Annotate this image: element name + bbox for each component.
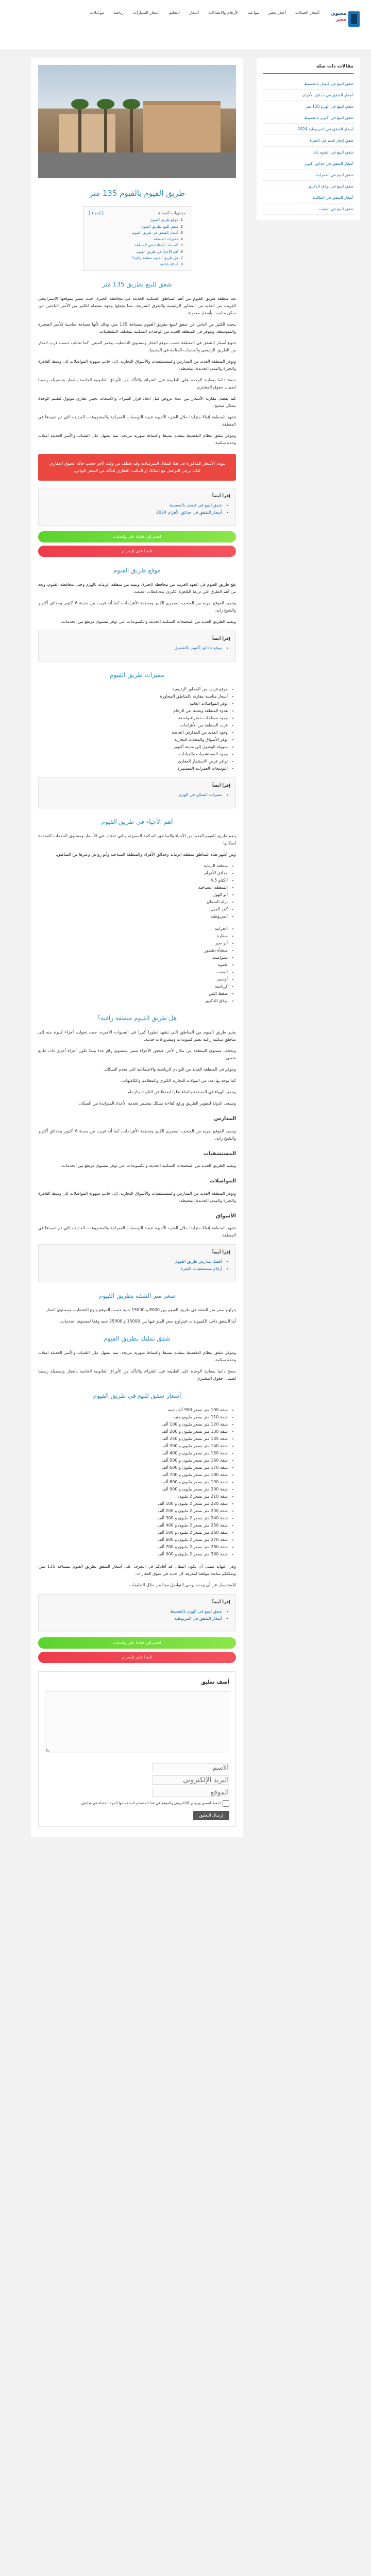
district-item: • أبو صير [38, 940, 228, 947]
paragraph: وتتوفر شقق بنظام التقسيط بمقدم بسيط وأقساط شهرية مريحة، مما يسهل على الشباب والأسر الحديثة امتلاك وحدة سكنية. [38, 433, 236, 446]
toc-item-link[interactable]: مميزات المنطقة [154, 237, 178, 241]
district-item: • المنيب [38, 969, 228, 976]
nav-item[interactable]: أخبار مصر [268, 10, 286, 15]
price-list [38, 1406, 236, 1558]
main-nav [31, 9, 319, 16]
nav-item[interactable]: مواعيد [247, 10, 259, 15]
district-item: • نزلة السمان [38, 899, 228, 906]
price-item: • شقة 170 متر بسعر مليون و 600 ألف [38, 1464, 228, 1471]
feature-item: • هدوء المنطقة وبعدها عن الزحام [38, 707, 228, 715]
sidebar-item-link[interactable]: شقق للبيع في الهرم 120 متر [306, 104, 353, 109]
sub-title: المواصلات [210, 1178, 236, 1184]
paragraph: يبحث الكثير من الناس عن شقق للبيع بطريق الفيوم بمساحة 135 متر، وذلك لأنها مساحة مناسبة للأسر الصغيرة والمتوسطة، وتتوفر في المنطقة العديد من الوحدات السكنية بمختلف التشطيبات. [38, 322, 236, 334]
sidebar-item-link[interactable]: شقق للبيع في بولاق الدكرور [308, 183, 353, 189]
paragraph: وتوفر المنطقة العديد من المدارس والمستشفيات والأسواق التجارية، إلى جانب سهولة المواصلات إلى وسط القاهرة والجيزة والمدن الجديدة المحيطة. [38, 359, 236, 371]
related-item-link[interactable]: أسعار الشقق في حدائق الأهرام 2024 [156, 510, 222, 515]
feature-item: • وجود العديد من المدارس الخاصة [38, 729, 228, 736]
feature-item: • وجود مساحات خضراء واسعة [38, 715, 228, 722]
nav-item[interactable]: التعليم [168, 10, 180, 15]
comment-title: أضف تعليق [200, 1680, 229, 1686]
site-header [0, 0, 371, 50]
nav-item[interactable]: رياضة [113, 10, 124, 15]
toc-item-link[interactable]: أسعار الشقق في طريق الفيوم [132, 230, 178, 235]
toc-item[interactable] [89, 217, 178, 223]
price-item: • شقة 240 متر بسعر 2 مليون و 300 ألف [38, 1515, 228, 1522]
paragraph: وتتوفر في المنطقة العديد من النوادي الرياضية والاجتماعية التي تخدم السكان. [103, 1067, 236, 1072]
section-title: أهم الأحياء في طريق الفيوم [101, 818, 173, 826]
nav-item[interactable]: أسعار [189, 10, 199, 15]
districts-list [38, 925, 236, 1005]
feature-item: • سهولة الوصول إلى مدينة أكتوبر [38, 743, 228, 751]
toc-item-link[interactable]: الخدمات المتاحة في المنطقة [134, 243, 178, 248]
sidebar-item[interactable] [263, 101, 353, 112]
paragraph: تعد منطقة طريق الفيوم من أهم المناطق السكنية الحديثة في محافظة الجيزة، حيث تتميز بموقعها الاستراتيجي القريب من العديد من المحاور الرئيسية والطرق السريعة، مما يجعلها وجهة مفضلة للكثير من الأسر الباحثين عن سكن مناسب بأسعار معقولة. [38, 296, 236, 316]
paragraph: ننصح دائما بمعاينة الوحدة على الطبيعة قبل الشراء، والتأكد من الأوراق القانونية الخاصة بالعقار وتسجيله رسميا لضمان حقوق المشتري. [38, 378, 236, 390]
price-item: • شقة 260 متر بسعر 2 مليون و 500 ألف [38, 1529, 228, 1536]
related-item-link[interactable]: مميزات السكن في الهرم [179, 792, 222, 798]
feature-item: • توفر المواصلات العامة [38, 700, 228, 707]
price-item: • شقة 270 متر بسعر 2 مليون و 600 ألف [38, 1536, 228, 1544]
related-box: إقرأ أيضاً • أفضل مدارس طريق الفيوم • أرقام مستشفيات الجيزة [38, 1244, 236, 1282]
related-item-link[interactable]: أسعار الشقق في المريوطية [174, 1616, 222, 1621]
paragraph: تشهد المنطقة إقبالا متزايدا خلال الفترة الأخيرة نتيجة التوسعات العمرانية والمشروعات الجديدة التي تم تنفيذها في المنطقة. [38, 415, 236, 427]
logo-icon [348, 11, 360, 27]
comment-textarea[interactable] [45, 1691, 229, 1753]
price-item: • شقة 300 متر بسعر 2 مليون و 900 ألف [38, 1551, 228, 1558]
price-item: • شقة 250 متر بسعر 2 مليون و 400 ألف [38, 1522, 228, 1529]
related-item[interactable] [44, 1265, 222, 1273]
paragraph: تتنوع أسعار الشقق في المنطقة حسب موقع العقار ومستوى التشطيب وعمر المبنى، كما تختلف حسب قرب العقار من الطريق الرئيسي والخدمات المتاحة في المحيط. [38, 341, 236, 353]
district-item: • منطقة الرماية [38, 862, 228, 870]
related-item-link[interactable]: شقق للبيع في الهرم بالتقسيط [170, 1609, 222, 1614]
feature-item: • توافر فرص الاستثمار العقاري [38, 758, 228, 765]
related-item-link[interactable]: موقع حدائق أكتوبر بالتفصيل [174, 646, 222, 651]
district-item: • الحرانية [38, 925, 228, 933]
price-item: • شقة 135 متر بسعر مليون و 250 ألف [38, 1435, 228, 1443]
paragraph: كما يوجد بها عدد من المولات التجارية الكبرى والمطاعم والكافيهات. [121, 1078, 236, 1083]
feature-item: • قرب المنطقة من الأهرامات [38, 722, 228, 729]
sub-title: الأسواق [215, 1213, 236, 1219]
related-box: إقرأ أيضاً • شقق للبيع في الهرم بالتقسيط • أسعار الشقق في المريوطية [38, 1594, 236, 1632]
sidebar-item[interactable] [263, 147, 353, 158]
whatsapp-button[interactable]: انضم إلى قناتنا على واتساب [38, 531, 236, 543]
sidebar-item[interactable] [263, 135, 353, 146]
related-box: إقرأ أيضاً • موقع حدائق أكتوبر بالتفصيل [38, 631, 236, 662]
paragraph: يقع طريق الفيوم في الجهة الغربية من محافظة الجيزة، ويمتد من منطقة الرماية بالهرم وحتى محافظة الفيوم، ويعد من أهم الطرق التي تربط القاهرة الكبرى بمحافظات الصعيد. [38, 582, 236, 595]
section-title: موقع طريق الفيوم [113, 567, 161, 574]
toc-item[interactable] [89, 261, 178, 267]
related-label: إقرأ أيضاً [212, 494, 230, 499]
sidebar [257, 58, 360, 220]
price-item: • شقة 160 متر بسعر مليون و 500 ألف [38, 1457, 228, 1464]
sidebar-item[interactable] [263, 112, 353, 124]
feature-item: • موقع قريب من المحاور الرئيسية [38, 686, 228, 693]
feature-item: • التوسعات العمرانية المستمرة [38, 765, 228, 772]
district-item: • الكيلو 4.5 [38, 877, 228, 884]
sub-title: المدارس [214, 1116, 236, 1122]
whatsapp-button[interactable]: انضم إلى قناتنا على واتساب [38, 1637, 236, 1649]
paragraph: وتسعى الدولة لتطوير الطريق ورفع كفاءته بشكل مستمر لخدمة الأعداد المتزايدة من السكان. [77, 1101, 236, 1106]
table-of-contents [83, 206, 191, 271]
price-item: • شقة 150 متر بسعر مليون و 400 ألف [38, 1450, 228, 1457]
price-item: • شقة 100 متر بسعر 950 ألف جنيه [38, 1406, 228, 1414]
feature-item: • توفر الأسواق والمحلات التجارية [38, 736, 228, 743]
paragraph: ويتميز الموقع بقربه من المتحف المصري الكبير ومنطقة الأهرامات، كما أنه قريب من مدينة 6 أكتوبر وحدائق أكتوبر والشيخ زايد. [38, 601, 237, 613]
toc-item-link[interactable]: موقع طريق الفيوم [150, 218, 178, 223]
districts-list [38, 862, 236, 920]
paragraph: ومن أشهر هذه المناطق منطقة الرماية وحدائق الأهرام والمنطقة السياحية وأبو رواش وغيرها من المناطق. [56, 852, 236, 857]
submit-comment-button[interactable]: إرسال التعليق [193, 1811, 229, 1820]
nav-item[interactable]: الأرقام والاتصالات [208, 10, 239, 15]
related-item[interactable] [44, 1258, 222, 1265]
price-item: • شقة 120 متر بسعر مليون و 100 ألف [38, 1421, 228, 1428]
website-field[interactable] [152, 1788, 229, 1797]
price-item: • شقة 190 متر بسعر مليون و 800 ألف [38, 1479, 228, 1486]
price-item: • شقة 200 متر بسعر مليون و 900 ألف [38, 1486, 228, 1493]
related-item-link[interactable]: شقق للبيع في فيصل بالتقسيط [169, 503, 222, 508]
related-item[interactable] [44, 502, 222, 509]
price-item: • شقة 130 متر بسعر مليون و 200 ألف [38, 1428, 228, 1435]
sidebar-item[interactable] [263, 90, 353, 101]
paragraph: ويضم الطريق العديد من المجمعات السكنية الحديثة والكمبوندات التي توفر مستوى مرتفع من الخدمات. [61, 619, 236, 624]
sidebar-item-link[interactable]: شقق للبيع في أكتوبر بالتقسيط [304, 115, 353, 121]
district-item: • أبو الهول [38, 891, 228, 899]
toc-item[interactable] [89, 236, 178, 242]
district-item: • كفر الجبل [38, 906, 228, 913]
paragraph: للاستفسار عن أي وحدة يرجى التواصل معنا من خلال التعليقات. [128, 1583, 236, 1588]
telegram-button[interactable]: تابعنا على تليجرام [38, 546, 236, 557]
section-title: مميزات طريق الفيوم [110, 671, 164, 679]
paragraph: ويختلف مستوى المنطقة من مكان لآخر، فبعض الأجزاء تتميز بمستوى راق جدا بينما تكون أجزاء أخرى ذات طابع شعبي. [38, 1048, 236, 1061]
article-title: طريق الفيوم بالفيوم 135 متر [89, 189, 185, 198]
related-item[interactable] [44, 509, 222, 516]
related-item-link[interactable]: أفضل مدارس طريق الفيوم [175, 1259, 222, 1264]
section-title: أسعار شقق للبيع في طريق الفيوم [93, 1392, 181, 1400]
sidebar-item-link[interactable]: أسعار الشقق في المريوطية 2024 [297, 127, 353, 132]
nav-item[interactable]: أسعار العملات [295, 10, 319, 15]
sidebar-item-link[interactable]: شقق للبيع في فيصل بالتقسيط [304, 81, 353, 86]
sidebar-item-link[interactable]: أسعار الشقق في الطالبية [312, 195, 353, 200]
toc-item-link[interactable]: أسئلة شائعة [160, 262, 178, 266]
toc-item[interactable] [89, 242, 178, 248]
sub-title: المستشفيات [203, 1150, 236, 1157]
price-item: • شقة 220 متر بسعر 2 مليون و 100 ألف [38, 1500, 228, 1507]
district-item: • بولاق الدكرور [38, 997, 228, 1005]
district-item: • منشأة دهشور [38, 947, 228, 954]
sidebar-item[interactable] [263, 170, 353, 181]
features-list [38, 686, 236, 772]
price-item: • شقة 230 متر بسعر 2 مليون و 200 ألف [38, 1507, 228, 1515]
district-item: • المنطقة السياحية [38, 884, 228, 891]
nav-item[interactable]: موبايلات [90, 10, 105, 15]
toc-item[interactable] [89, 255, 178, 261]
telegram-button[interactable]: تابعنا على تليجرام [38, 1652, 236, 1663]
toc-list [89, 217, 185, 267]
sidebar-item[interactable] [263, 124, 353, 135]
paragraph: يتراوح سعر متر الشقة في طريق الفيوم بين 8000 و 15000 جنيه حسب الموقع ونوع التشطيب ومستوى العقار. [44, 1308, 236, 1313]
related-item[interactable] [44, 645, 222, 652]
related-box: إقرأ أيضاً • مميزات السكن في الهرم [38, 777, 236, 808]
paragraph: أما الشقق داخل الكمبوندات فيتراوح سعر المتر فيها بين 15000 و 25000 جنيه وفقا لمستوى الخدمات. [59, 1319, 236, 1324]
comment-form [38, 1671, 236, 1827]
logo-line1: محتوى [331, 11, 346, 16]
toc-toggle-button[interactable]: [ إخفاء ] [89, 211, 104, 216]
toc-title: محتويات المقالة [158, 211, 185, 216]
sidebar-item-link[interactable]: شقق إيجار قديم في الجيزة [310, 138, 353, 143]
logo-line2: مصر [335, 16, 346, 22]
district-item: • أوسيم [38, 976, 228, 983]
sidebar-item-link[interactable]: شقق للبيع في الشيخ زايد [313, 149, 353, 155]
related-item-link[interactable]: أرقام مستشفيات الجيزة [180, 1266, 222, 1272]
sidebar-item-link[interactable]: شقق للبيع في المنيب [318, 207, 353, 212]
price-item: • شقة 110 متر بسعر مليون جنيه [38, 1414, 228, 1421]
related-item[interactable] [44, 791, 222, 799]
article-hero-image [38, 65, 236, 178]
price-item: • شقة 280 متر بسعر 2 مليون و 700 ألف [38, 1544, 228, 1551]
toc-item-link[interactable]: شقق للبيع بطريق الفيوم [141, 224, 178, 229]
related-item[interactable] [44, 1615, 222, 1622]
sidebar-item[interactable] [263, 181, 353, 192]
toc-item[interactable] [89, 230, 178, 236]
price-disclaimer: تنويه: الأسعار المذكورة في هذا المقال استرشادية وقد تختلف من وقت لآخر حسب حالة السوق العقاري، لذلك يرجى التواصل مع المالك أو المكتب العقاري للتأكد من السعر النهائي. [38, 454, 236, 481]
paragraph: ويتميز الهواء في المنطقة بالنقاء نظرا لبعدها عن التلوث والزحام. [126, 1090, 236, 1095]
price-item: • شقة 210 متر بسعر 2 مليون [38, 1493, 228, 1500]
paragraph-group [38, 295, 236, 447]
paragraph: يعتبر طريق الفيوم من المناطق التي تشهد تطورا كبيرا في السنوات الأخيرة، حيث تحولت أجزاء كبيرة منه إلى مناطق سكنية راقية تضم كمبوندات ومشروعات حديثة. [38, 1030, 236, 1042]
sidebar-item-link[interactable]: شقق للبيع في العمرانية [315, 172, 353, 177]
price-item: • شقة 180 متر بسعر مليون و 700 ألف [38, 1471, 228, 1479]
toc-item[interactable] [89, 224, 178, 230]
nav-item[interactable]: أسعار السيارات [132, 10, 160, 15]
price-item: • شقة 140 متر بسعر مليون و 300 ألف [38, 1443, 228, 1450]
sidebar-title: مقالات ذات صلة [263, 63, 353, 74]
save-info-label: احفظ اسمي وبريدي الإلكتروني والموقع في هذا المتصفح لاستخدامها المرة المقبلة في تعليقي. [80, 1801, 221, 1805]
district-item: • سقارة [38, 933, 228, 940]
name-field[interactable] [152, 1763, 229, 1772]
section-title: هل طريق الفيوم منطقة راقية؟ [97, 1014, 177, 1022]
sidebar-item-link[interactable]: أسعار الشقق في حدائق أكتوبر [304, 161, 353, 166]
toc-item[interactable] [89, 249, 178, 255]
feature-item: • وجود المستشفيات والعيادات [38, 751, 228, 758]
paragraph: يضم طريق الفيوم العديد من الأحياء والمناطق السكنية المميزة، والتي تختلف في الأسعار ومستوى الخدمات المقدمة لسكانها. [38, 834, 236, 846]
sidebar-list [263, 78, 353, 215]
sidebar-item-link[interactable]: أسعار الشقق في حدائق الأهرام [302, 92, 353, 97]
district-item: • كرداسة [38, 983, 228, 990]
sidebar-item[interactable] [263, 204, 353, 215]
district-item: • صفط اللبن [38, 990, 228, 997]
district-item: • المريوطية [38, 913, 228, 920]
district-item: • طموه [38, 961, 228, 969]
section-title: شقق تمليك بطريق الفيوم [104, 1335, 171, 1343]
article: طريق الفيوم بالفيوم 135 متر محتويات المقالة [ إخفاء ] 1. موقع طريق الفيوم 2. شقق للبيع بطريق الفيوم 3. أسعار الشقق في طريق الفيوم 4. مميزات المنطقة 5. الخدمات المتاحة في المنطقة 6. أهم الأحياء في طريق الفيوم 7. هل طريق الفيوم منطقة راقية؟ 8. أسئلة شائعة شقق للبيع بطريق 135 متر تعد منطقة طريق الفيوم من أهم المناطق السكنية الحديثة في محافظة الجيزة، حيث تتميز بموقعها الاستراتيجي القريب من العديد من المحاور الرئيسية والطرق السريعة، مما يجعلها وجهة مفضلة للكثير من الأسر الباحثين عن سكن مناسب بأسعار معقولة. يبحث الكثير من الناس عن شقق للبيع بطريق الفيوم بمساحة 135 متر، وذلك لأنها مساحة مناسبة للأسر الصغيرة والمتوسطة، وتتوفر في المنطقة العديد من الوحدات السكنية بمختلف التشطيبات. تتنوع أسعار الشقق في المنطقة حسب موقع العقار ومستوى التشطيب وعمر المبنى، كما تختلف حسب قرب العقار من الطريق الرئيسي والخدمات المتاحة في المحيط. وتوفر المنطقة العديد من المدارس والمستشفيات والأسواق التجارية، إلى جانب سهولة المواصلات إلى وسط القاهرة والجيزة والمدن الجديدة المحيطة. ننصح دائما بمعاينة الوحدة على الطبيعة قبل الشراء، والتأكد من الأوراق القانونية الخاصة بالعقار وتسجيله رسميا لضمان حقوق المشتري. كما يفضل مقارنة الأسعار بين عدة عروض قبل اتخاذ قرار الشراء، والاستعانة بخبير عقاري موثوق لتقييم الوحدة بشكل صحيح. تشهد المنطقة إقبالا متزايدا خلال الفترة الأخيرة نتيجة التوسعات العمرانية والمشروعات الجديدة التي تم تنفيذها في المنطقة. وتتوفر شقق بنظام التقسيط بمقدم بسيط وأقساط شهرية مريحة، مما يسهل على الشباب والأسر الحديثة امتلاك وحدة سكنية. تنويه: الأسعار المذكورة في هذا المقال استرشادية وقد تختلف من وقت لآخر حسب حالة السوق العقاري، لذلك يرجى التواصل مع المالك أو المكتب العقاري للتأكد من السعر النهائي. إقرأ أيضاً • شقق للبيع في فيصل بالتقسيط • أسعار الشقق في حدائق الأهرام 2024 انضم إلى قناتنا على واتساب تابعنا على تليجرام موقع طريق الفيوم يقع طريق الفيوم في الجهة الغربية من محافظة الجيزة، ويمتد من منطقة الرماية بالهرم وحتى محافظة الفيوم، ويعد من أهم الطرق التي تربط القاهرة الكبرى بمحافظات الصعيد. ويتميز الموقع بقربه من المتحف المصري الكبير ومنطقة الأهرامات، كما أنه قريب من مدينة 6 أكتوبر وحدائق أكتوبر والشيخ زايد. ويضم الطريق العديد من المجمعات السكنية الحديثة والكمبوندات التي توفر مستوى مرتفع من الخدمات. إقرأ أيضاً • موقع حدائق أكتوبر بالتفصيل مميزات طريق الفيوم • موقع قريب من المحاور الرئيسية • أسعار مناسبة مقارنة بالمناطق المجاورة • توفر المواصلات العامة • هدوء المنطقة وبعدها عن الزحام • وجود مساحات خضراء واسعة • قرب المنطقة من الأهرامات • وجود العديد من المدارس الخاصة • توفر الأسواق والمحلات التجارية • سهولة الوصول إلى مدينة أكتوبر • وجود المستشفيات والعيادات • توافر فرص الاستثمار العقاري • التوسعات العمرانية المستمرة إقرأ أيضاً • مميزات السكن في الهرم أهم الأحياء في طريق الفيوم يضم طريق الفيوم العديد من الأحياء والمناطق السكنية المميزة، والتي تختلف في الأسعار ومستوى الخدمات المقدمة لسكانها. ومن أشهر هذه المناطق منطقة الرماية وحدائق الأهرام والمنطقة السياحية وأبو رواش وغيرها من المناطق. • منطقة الرماية • حدائق الأهرام • الكيلو 4.5 • المنطقة السياحية • أبو الهول • نزلة السمان • كفر الجبل • المريوطية • الحرانية • سقارة • أبو صير • منشأة دهشور • شبرامنت • طموه • المنيب • أوسيم • كرداسة • صفط اللبن • بولاق الدكرور هل طريق الفيوم منطقة راقية؟ يعتبر طريق الفيوم من المناطق التي تشهد تطورا كبيرا في السنوات الأخيرة، حيث تحولت أجزاء كبيرة منه إلى مناطق سكنية راقية تضم كمبوندات ومشروعات حديثة. ويختلف مستوى المنطقة من مكان لآخر، فبعض الأجزاء تتميز بمستوى راق جدا بينما تكون أجزاء أخرى ذات طابع شعبي. وتتوفر في المنطقة العديد من النوادي الرياضية والاجتماعية التي تخدم السكان. كما يوجد بها عدد من المولات التجارية الكبرى والمطاعم والكافيهات. ويتميز الهواء في المنطقة بالنقاء نظرا لبعدها عن التلوث والزحام. وتسعى الدولة لتطوير الطريق ورفع كفاءته بشكل مستمر لخدمة الأعداد المتزايدة من السكان. المدارس ويتميز الموقع بقربه من المتحف المصري الكبير ومنطقة الأهرامات، كما أنه قريب من مدينة 6 أكتوبر وحدائق أكتوبر والشيخ زايد. المستشفيات ويضم الطريق العديد من المجمعات السكنية الحديثة والكمبوندات التي توفر مستوى مرتفع من الخدمات. المواصلات وتوفر المنطقة العديد من المدارس والمستشفيات والأسواق التجارية، إلى جانب سهولة المواصلات إلى وسط القاهرة والجيزة والمدن الجديدة المحيطة. الأسواق تشهد المنطقة إقبالا متزايدا خلال الفترة الأخيرة نتيجة التوسعات العمرانية والمشروعات الجديدة التي تم تنفيذها في المنطقة. إقرأ أيضاً • أفضل مدارس طريق الفيوم • أرقام مستشفيات الجيزة سعر متر الشقة بطريق الفيوم يتراوح سعر متر الشقة في طريق الفيوم بين 8000 و 15000 جنيه حسب الموقع ونوع التشطيب ومستوى العقار. أما الشقق داخل الكمبوندات فيتراوح سعر المتر فيها بين 15000 و 25000 جنيه وفقا لمستوى الخدمات. شقق تمليك بطريق الفيوم وتتوفر شقق بنظام التقسيط بمقدم بسيط وأقساط شهرية مريحة، مما يسهل على الشباب والأسر الحديثة امتلاك وحدة سكنية. ننصح دائما بمعاينة الوحدة على الطبيعة قبل الشراء، والتأكد من الأوراق القانونية الخاصة بالعقار وتسجيله رسميا لضمان حقوق المشتري. أسعار شقق للبيع في طريق الفيوم • شقة 100 متر بسعر 950 ألف جنيه • شقة 110 متر بسعر مليون جنيه • شقة 120 متر بسعر مليون و 100 ألف • شقة 130 متر بسعر مليون و 200 ألف • شقة 135 متر بسعر مليون و 250 ألف • شقة 140 متر بسعر مليون و 300 ألف • شقة 150 متر بسعر مليون و 400 ألف • شقة 160 متر بسعر مليون و 500 ألف • شقة 170 متر بسعر مليون و 600 ألف • شقة 180 متر بسعر مليون و 700 ألف • شقة 190 متر بسعر مليون و 800 ألف • شقة 200 متر بسعر مليون و 900 ألف • شقة 210 متر بسعر 2 مليون • شقة 220 متر بسعر 2 مليون و 100 ألف • شقة 230 متر بسعر 2 مليون و 200 ألف • شقة 240 متر بسعر 2 مليون و 300 ألف • شقة 250 متر بسعر 2 مليون و 400 ألف • شقة 260 متر بسعر 2 مليون و 500 ألف • شقة 270 متر بسعر 2 مليون و 600 ألف • شقة 280 متر بسعر 2 مليون و 700 ألف • شقة 300 متر بسعر 2 مليون و 900 ألف وفي النهاية نتمنى أن يكون المقال قد أفادكم في التعرف على أسعار الشقق بطريق الفيوم بمساحة 135 متر، ويمكنكم متابعة موقعنا لمعرفة كل جديد في سوق العقارات. للاستفسار عن أي وحدة يرجى التواصل معنا من خلال التعليقات. إقرأ أيضاً • شقق للبيع في الهرم بالتقسيط • أسعار الشقق في المريوطية انضم إلى قناتنا على واتساب تابعنا على تليجرام أضف تعليق الاسم البريد الإلكتروني الموقع احفظ اسمي وبريدي الإلكتروني والموقع في هذا المتصفح لاستخدامها المرة المقبلة في تعليقي. إرسال التعليق [31, 58, 243, 1837]
sidebar-item[interactable] [263, 192, 353, 204]
save-info-checkbox[interactable] [223, 1800, 229, 1807]
site-logo[interactable] [328, 9, 360, 30]
paragraph: كما يفضل مقارنة الأسعار بين عدة عروض قبل اتخاذ قرار الشراء، والاستعانة بخبير عقاري موثوق لتقييم الوحدة بشكل صحيح. [38, 396, 236, 409]
email-field[interactable] [152, 1775, 229, 1785]
section-title: شقق للبيع بطريق 135 متر [102, 281, 172, 289]
sidebar-item[interactable] [263, 158, 353, 170]
district-item: • شبرامنت [38, 954, 228, 961]
related-item[interactable] [44, 1608, 222, 1615]
district-item: • حدائق الأهرام [38, 870, 228, 877]
toc-item-link[interactable]: أهم الأحياء في طريق الفيوم [136, 249, 178, 254]
related-box [38, 488, 236, 526]
paragraph: وفي النهاية نتمنى أن يكون المقال قد أفادكم في التعرف على أسعار الشقق بطريق الفيوم بمساحة 135 متر، ويمكنكم متابعة موقعنا لمعرفة كل جديد في سوق العقارات. [38, 1564, 236, 1577]
section-title: سعر متر الشقة بطريق الفيوم [98, 1292, 176, 1300]
sidebar-item[interactable] [263, 78, 353, 90]
feature-item: • أسعار مناسبة مقارنة بالمناطق المجاورة [38, 693, 228, 700]
toc-item-link[interactable]: هل طريق الفيوم منطقة راقية؟ [132, 256, 178, 260]
